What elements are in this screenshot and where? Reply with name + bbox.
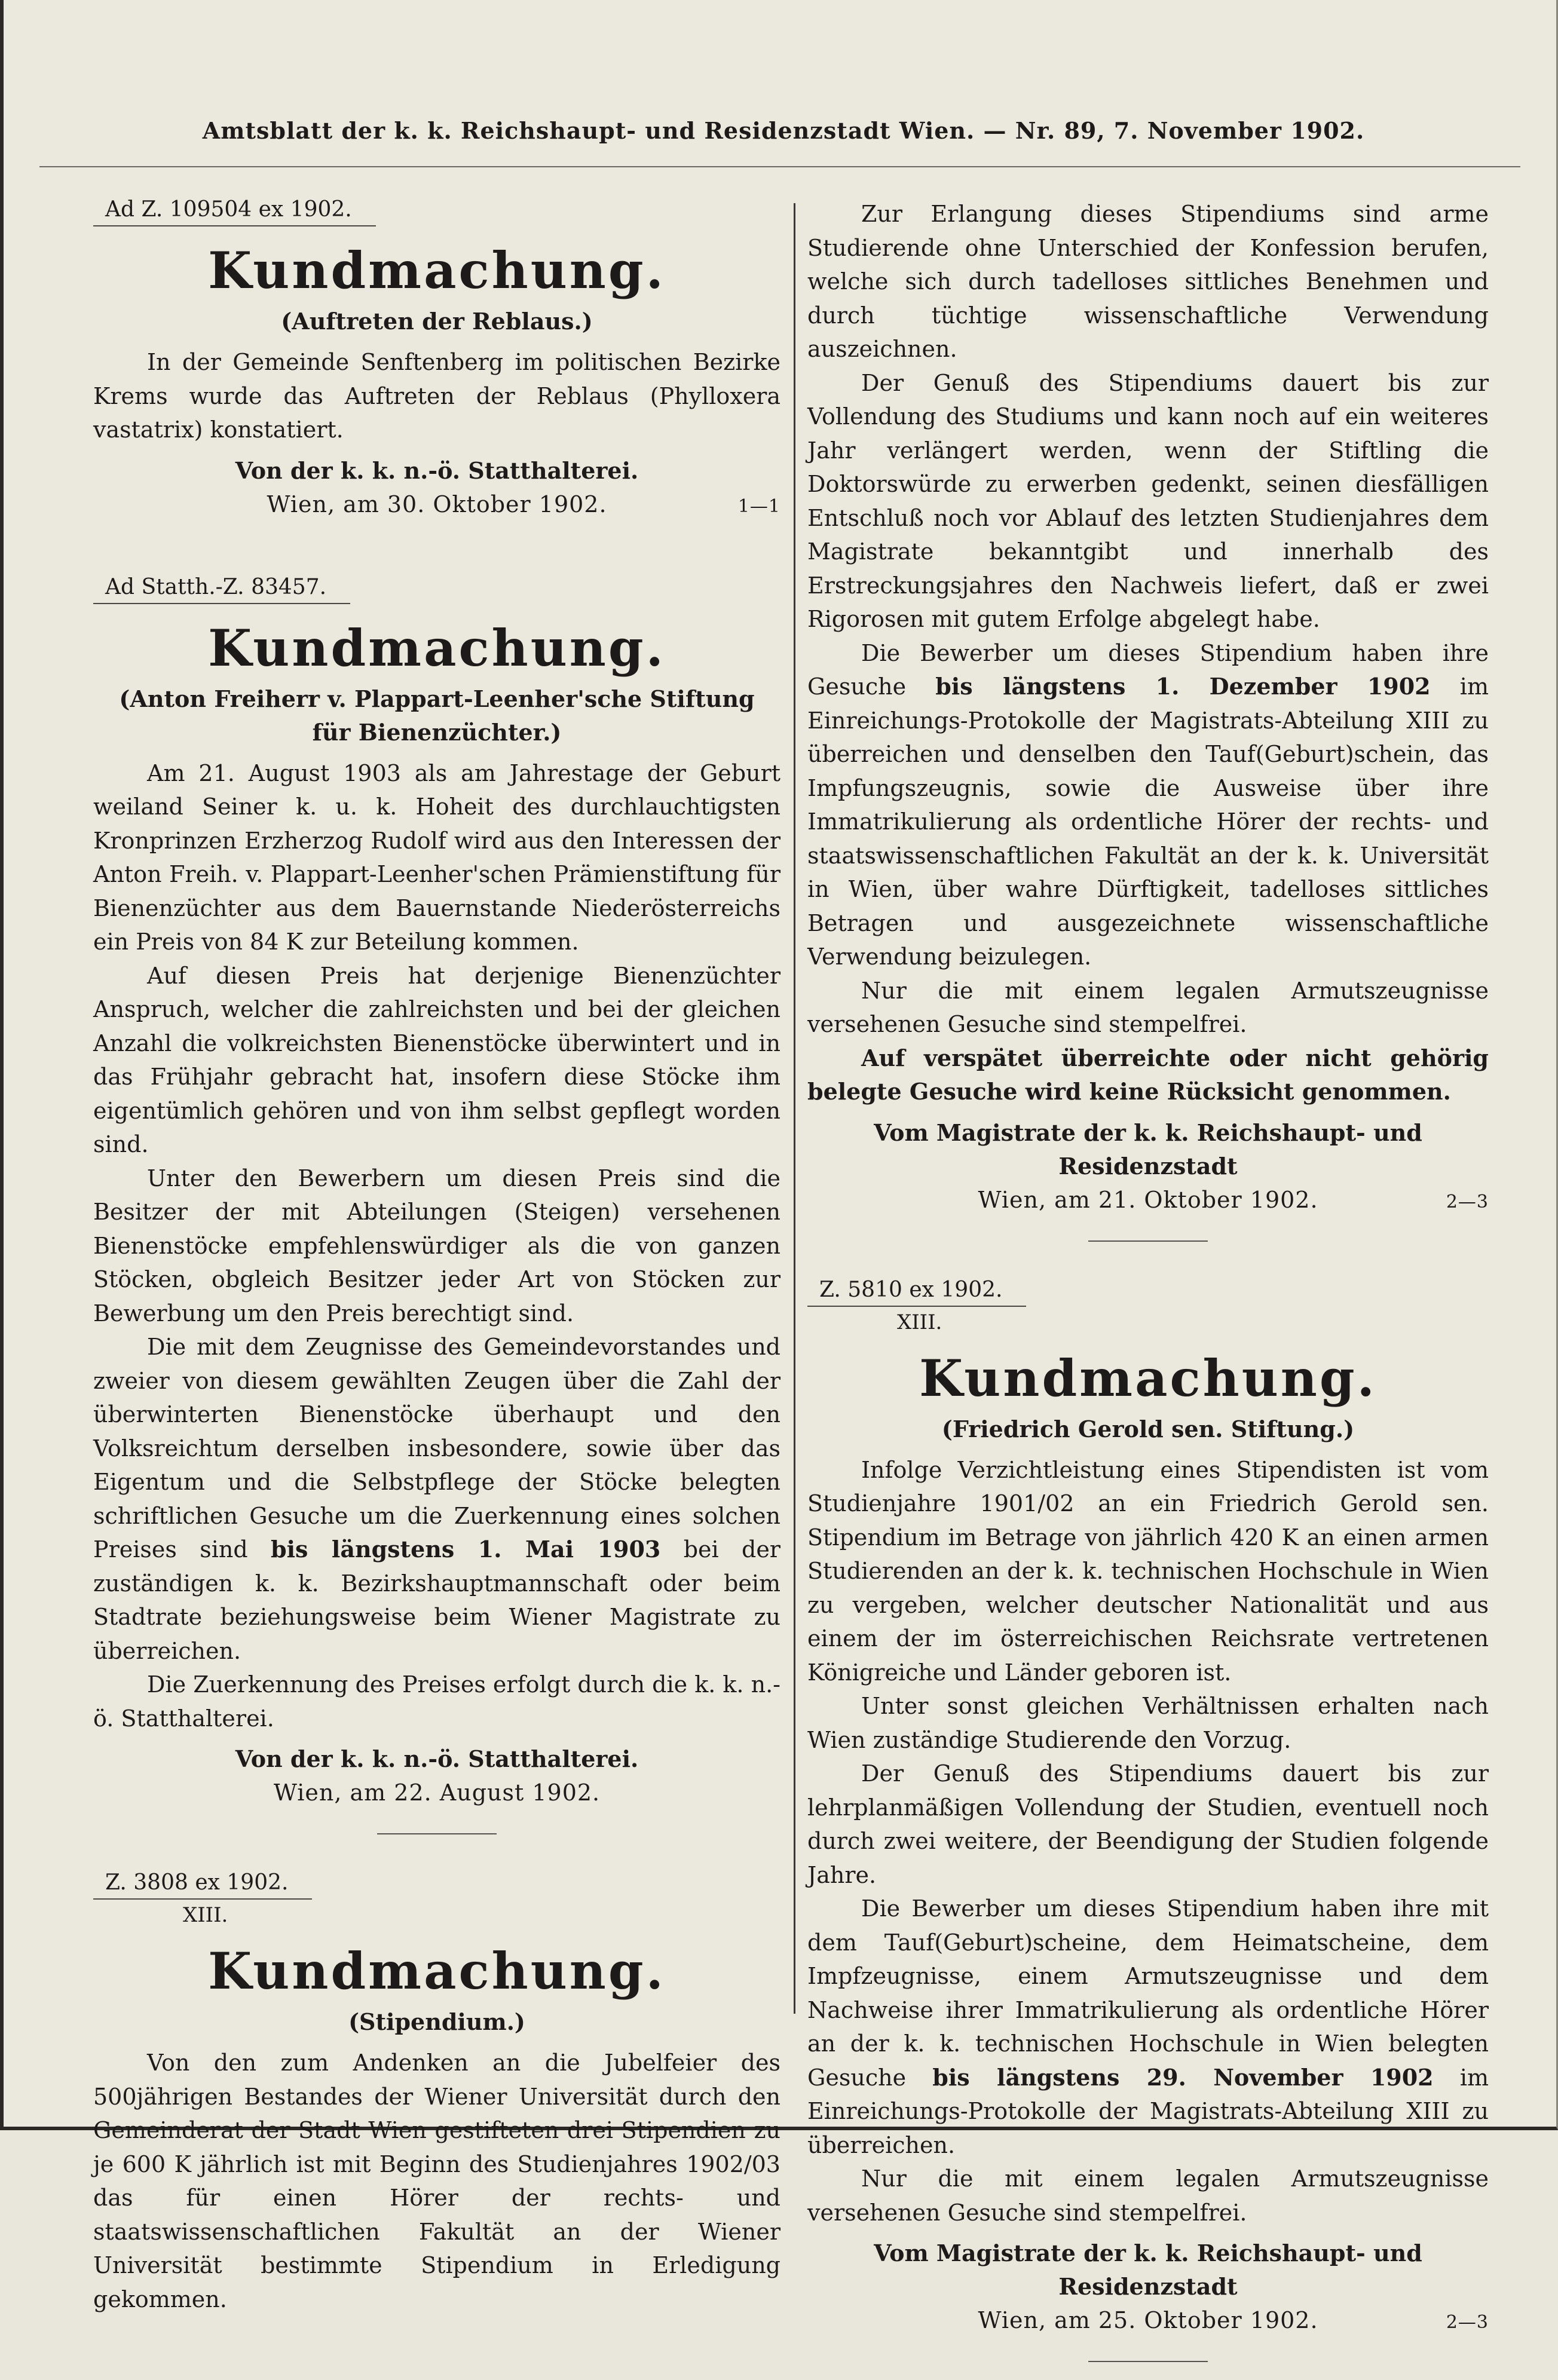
notice-subtitle: (Friedrich Gerold sen. Stiftung.) — [941, 1415, 1355, 1442]
insertion-counter: 2—3 — [1446, 2312, 1489, 2333]
reference-number: Z. 5810 ex 1902. — [807, 1278, 1026, 1307]
paragraph: Von den zum Andenken an die Jubelfeier des 500jährigen Bestandes der Wiener Universität durch den Gemeinderat der Stadt Wien gestifteten drei Stipendien zu je 600 K jährlich ist mit Beginn des Studienjahres 1902/03 das für einen Hörer der rechts- und staatswissenschaftlichen Fakultät an der Wiener Universität bestimmte Stipendium in Erledigung gekommen. — [93, 2050, 780, 2312]
paragraph: Unter den Bewerbern um diesen Preis sind die Besitzer der mit Abteilungen (Steigen) versehenen Bienenstöcke empfehlenswürdiger als die von ganzen Stöcken, obgleich Besitzer jeder Art von Stöcken zur Bewerbung um den Preis berechtigt sind. — [93, 1165, 780, 1327]
text-run: im Einreichungs-Protokolle der Magistrats-Abteilung XIII zu überreichen. — [807, 2064, 1489, 2158]
notice-gerold-stiftung — [807, 1260, 1489, 2363]
department-number: XIII. — [897, 1310, 942, 1334]
right-column — [807, 179, 1489, 2380]
paragraph: Auf diesen Preis hat derjenige Bienenzüchter Anspruch, welcher die zahlreichsten und bei der gleichen Anzahl die volkreichsten Bienenstöcke überwintert und in das Frühjahr gebracht hat, insofern diese Stöcke ihm eigentümlich gehören und von ihm selbst gepflegt worden sind. — [93, 962, 780, 1157]
text-run: im Einreichungs-Protokolle der Magistrats-Abteilung XIII zu überreichen und denselben den Tauf(Geburt)schein, das Impfungszeugnis, sowie die Ausweise über ihre Immatrikulierung als ordentliche Hörer der rechts- und staatswissenschaftlichen Fakultät an der k. k. Universität in Wien, über wahre Dürftigkeit, tadelloses sittliches Betragen und ausgezeichnete wissenschaftliche Verwendung beizulegen. — [807, 673, 1489, 970]
dateline — [93, 1776, 780, 1809]
paragraph: Nur die mit einem legalen Armutszeugnisse versehenen Gesuche sind stempelfrei. — [807, 977, 1489, 1037]
dateline — [93, 488, 780, 521]
paragraph — [807, 1892, 1489, 2162]
date-text: Wien, am 21. Oktober 1902. — [978, 1186, 1318, 1213]
text-run: Die Bewerber um dieses Stipendium haben ihre mit dem Tauf(Geburt)scheine, dem Heimatscheine, dem Impfzeugnisse, einem Armutszeugnisse und dem Nachweise ihrer Immatrikulierung als ordentliche Hörer an der k. k. technischen Hochschule in Wien belegten Gesuche — [807, 1895, 1489, 2091]
notice-subtitle: (Anton Freiherr v. Plappart-Leenher'sche Stiftung für Bienenzüchter.) — [119, 685, 755, 746]
deadline-emphasis: bis längstens 1. Mai 1903 — [271, 1536, 661, 1563]
notice-subtitle: (Auftreten der Reblaus.) — [281, 308, 593, 335]
notice-bienenzuechter — [93, 557, 780, 1810]
paragraph — [93, 1330, 780, 1668]
reference-number: Z. 3808 ex 1902. — [93, 1870, 312, 1900]
section-separator — [377, 1833, 497, 1834]
signature: Von der k. k. n.-ö. Statthalterei. — [235, 1745, 639, 1772]
signature: Vom Magistrate der k. k. Reichshaupt- und Residenzstadt — [874, 1119, 1422, 1180]
insertion-counter: 1—1 — [737, 495, 780, 517]
deadline-emphasis: bis längstens 1. Dezember 1902 — [935, 673, 1431, 700]
paragraph: Der Genuß des Stipendiums dauert bis zur Vollendung des Studiums und kann noch auf ein weiteres Jahr verlängert werden, wenn der Stiftling die Doktorswürde zu erwerben gedenkt, seinen diesfälligen Entschluß noch vor Ablauf des letzten Studienjahres dem Magistrate bekanntgibt und innerhalb des Erstreckungsjahres den Nachweis liefert, daß er zwei Rigorosen mit gutem Erfolge abgelegt habe. — [807, 369, 1489, 632]
department-number: XIII. — [183, 1903, 228, 1927]
header-rule — [39, 166, 1520, 167]
notice-reblaus — [93, 179, 780, 521]
reference-number: Ad Statth.-Z. 83457. — [93, 575, 350, 604]
paragraph: Infolge Verzichtleistung eines Stipendisten ist vom Studienjahre 1901/02 an ein Friedrich Gerold sen. Stipendium im Betrage von jährlich 420 K an einen armen Studierenden an der k. k. technischen Hochschule in Wien zu vergeben, welcher deutscher Nationalität und aus einem der im österreichischen Reichsrate vertretenen Königreiche und Länder geboren ist. — [807, 1456, 1489, 1686]
signature: Von der k. k. n.-ö. Statthalterei. — [235, 457, 639, 484]
paragraph: Am 21. August 1903 als am Jahrestage der Geburt weiland Seiner k. u. k. Hoheit des durchlauchtigsten Kronprinzen Erzherzog Rudolf wird aus den Interessen der Anton Freih. v. Plappart-Leenher'schen Prämienstiftung für Bienenzüchter aus dem Bauernstande Niederösterreichs ein Preis von 84 K zur Beteilung kommen. — [93, 759, 780, 955]
section-separator — [1088, 1240, 1208, 1242]
paragraph-emphasis: Auf verspätet überreichte oder nicht gehörig belegte Gesuche wird keine Rücksicht genommen. — [807, 1044, 1489, 1105]
paragraph — [807, 636, 1489, 974]
text-run: Die mit dem Zeugnisse des Gemeindevorstandes und zweier von diesem gewählten Zeugen über die Zahl der überwinterten Bienenstöcke überhaupt und den Volksreichtum derselben insbesondere, sowie über das Eigentum und die Selbstpflege der Stöcke belegten schriftlichen Gesuche um die Zuerkennung eines solchen Preises sind — [93, 1334, 780, 1563]
paragraph: Der Genuß des Stipendiums dauert bis zur lehrplanmäßigen Vollendung der Studien, eventuell noch durch zwei weitere, der Beendigung der Studien folgende Jahre. — [807, 1760, 1489, 1888]
notice-title: Kundmachung. — [208, 1941, 666, 2001]
dateline — [807, 1183, 1489, 1217]
notice-title: Kundmachung. — [208, 241, 666, 300]
notice-stipendium-continued — [807, 197, 1489, 1217]
text-run: Die Bewerber um dieses Stipendium haben ihre Gesuche — [807, 639, 1489, 700]
dateline — [807, 2304, 1489, 2337]
section-separator — [1088, 2361, 1208, 2362]
page-header: Amtsblatt der k. k. Reichshaupt- und Residenzstadt Wien. — Nr. 89, 7. November 1902. — [202, 117, 1365, 144]
reference-number: Ad Z. 109504 ex 1902. — [93, 197, 376, 226]
paragraph: Unter sonst gleichen Verhältnissen erhalten nach Wien zuständige Studierende den Vorzug. — [807, 1693, 1489, 1753]
column-divider — [794, 203, 795, 2014]
date-text: Wien, am 22. August 1902. — [273, 1779, 601, 1806]
notice-stipendium — [93, 1852, 780, 2316]
paragraph: Zur Erlangung dieses Stipendiums sind arme Studierende ohne Unterschied der Konfession berufen, welche sich durch tadelloses sittliches Benehmen und durch tüchtige wissenschaftliche Verwendung auszeichnen. — [807, 201, 1489, 362]
date-text: Wien, am 30. Oktober 1902. — [267, 491, 607, 517]
insertion-counter: 2—3 — [1446, 1191, 1489, 1212]
text-run: bei der zuständigen k. k. Bezirkshauptmannschaft oder beim Stadtrate beziehungsweise beim Wiener Magistrate zu überreichen. — [93, 1536, 780, 1664]
notice-title: Kundmachung. — [919, 1348, 1377, 1408]
notice-subtitle: (Stipendium.) — [348, 2008, 525, 2035]
notice-title: Kundmachung. — [208, 618, 666, 678]
paragraph: In der Gemeinde Senftenberg im politischen Bezirke Krems wurde das Auftreten der Reblaus (Phylloxera vastatrix) konstatiert. — [93, 349, 780, 443]
signature: Vom Magistrate der k. k. Reichshaupt- und Residenzstadt — [874, 2240, 1422, 2300]
left-column — [93, 179, 780, 2316]
paragraph: Die Zuerkennung des Preises erfolgt durch die k. k. n.-ö. Statthalterei. — [93, 1671, 780, 1732]
paragraph: Nur die mit einem legalen Armutszeugnisse versehenen Gesuche sind stempelfrei. — [807, 2165, 1489, 2226]
date-text: Wien, am 25. Oktober 1902. — [978, 2307, 1318, 2333]
deadline-emphasis: bis längstens 29. November 1902 — [932, 2063, 1434, 2091]
